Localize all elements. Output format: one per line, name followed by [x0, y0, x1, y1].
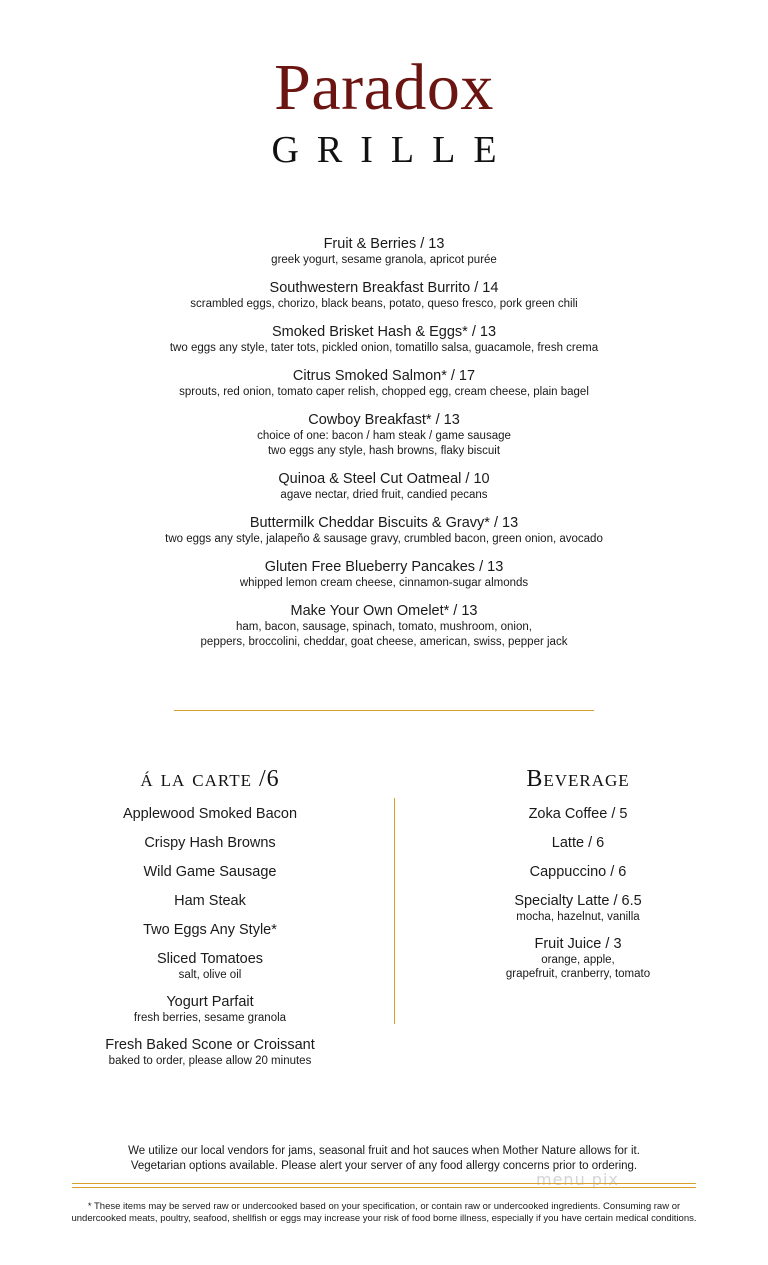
menu-item	[0, 515, 768, 547]
beverage-item-description: grapefruit, cranberry, tomato	[505, 968, 651, 980]
vendor-note	[0, 1144, 768, 1174]
menu-item-description: whipped lemon cream cheese, cinnamon-sugar almonds	[239, 577, 529, 589]
beverage-item-description: mocha, hazelnut, vanilla	[516, 911, 640, 923]
menu-item-title: Fruit & Berries / 13	[323, 236, 445, 252]
a-la-carte-item	[60, 835, 360, 852]
a-la-carte-item-title: Fresh Baked Scone or Croissant	[105, 1037, 315, 1053]
menu-item-title: Buttermilk Cheddar Biscuits & Gravy* / 13	[249, 515, 519, 531]
menu-item-description: two eggs any style, tater tots, pickled onion, tomatillo salsa, guacamole, fresh crema	[169, 342, 599, 354]
menu-item-description: choice of one: bacon / ham steak / game sausage	[257, 430, 511, 442]
a-la-carte-item-description: fresh berries, sesame granola	[133, 1012, 287, 1024]
beverage-section	[428, 765, 728, 993]
menu-item	[0, 324, 768, 356]
menu-item-title: Cowboy Breakfast* / 13	[308, 412, 460, 428]
disclaimer-line: * These items may be served raw or undercooked based on your specification, or contain raw or undercooked ingredients. Consuming raw or	[87, 1201, 681, 1212]
a-la-carte-item	[60, 1037, 360, 1068]
menu-item	[0, 236, 768, 268]
beverage-item-title: Cappuccino / 6	[529, 864, 627, 880]
a-la-carte-item-description: salt, olive oil	[178, 969, 242, 981]
menu-item	[0, 471, 768, 503]
beverage-item-title: Latte / 6	[551, 835, 605, 851]
menu-item-description: peppers, broccolini, cheddar, goat cheese, american, swiss, pepper jack	[200, 636, 568, 648]
menu-item-description: sprouts, red onion, tomato caper relish, chopped egg, cream cheese, plain bagel	[179, 386, 589, 398]
vendor-note-line: Vegetarian options available. Please alert your server of any food allergy concerns prior to ordering.	[130, 1160, 638, 1172]
raw-food-disclaimer	[40, 1201, 728, 1225]
section-divider	[174, 710, 594, 711]
a-la-carte-item-title: Wild Game Sausage	[143, 864, 277, 880]
a-la-carte-item-title: Yogurt Parfait	[166, 994, 254, 1010]
a-la-carte-section	[60, 765, 360, 1080]
beverage-item	[428, 936, 728, 981]
a-la-carte-item-title: Sliced Tomatoes	[156, 951, 264, 967]
menu-item	[0, 412, 768, 459]
beverage-item-title: Fruit Juice / 3	[534, 936, 622, 952]
a-la-carte-list	[60, 806, 360, 1068]
watermark: menu pix	[536, 1170, 619, 1189]
menu-item-description: two eggs any style, hash browns, flaky biscuit	[267, 445, 501, 457]
menu-item	[0, 559, 768, 591]
beverage-item-description: orange, apple,	[541, 954, 615, 966]
disclaimer-line: undercooked meats, poultry, seafood, shellfish or eggs may increase your risk of food borne illness, especially if you have certain medical conditions.	[71, 1213, 697, 1224]
menu-item	[0, 368, 768, 400]
beverage-item	[428, 893, 728, 924]
menu-item-title: Gluten Free Blueberry Pancakes / 13	[264, 559, 504, 575]
menu-item-description: greek yogurt, sesame granola, apricot purée	[271, 254, 497, 266]
beverage-heading: Beverage	[526, 766, 630, 792]
vendor-note-line: We utilize our local vendors for jams, seasonal fruit and hot sauces when Mother Nature allows for it.	[128, 1145, 640, 1157]
a-la-carte-heading: á la carte /6	[140, 766, 280, 792]
a-la-carte-item	[60, 864, 360, 881]
beverage-list	[428, 806, 728, 981]
menu-item-title: Make Your Own Omelet* / 13	[290, 603, 478, 619]
brand-name: Paradox	[274, 51, 494, 124]
a-la-carte-item	[60, 806, 360, 823]
beverage-item-title: Specialty Latte / 6.5	[514, 893, 642, 909]
footer-divider	[72, 1183, 696, 1188]
menu-item-title: Southwestern Breakfast Burrito / 14	[269, 280, 499, 296]
beverage-item	[428, 835, 728, 852]
menu-item-title: Quinoa & Steel Cut Oatmeal / 10	[278, 471, 490, 487]
a-la-carte-item-title: Ham Steak	[174, 893, 246, 909]
menu-item-title: Citrus Smoked Salmon* / 17	[292, 368, 476, 384]
column-divider	[394, 798, 395, 1024]
a-la-carte-item-description: baked to order, please allow 20 minutes	[108, 1055, 312, 1067]
a-la-carte-item	[60, 893, 360, 910]
a-la-carte-item-title: Applewood Smoked Bacon	[122, 806, 298, 822]
brand-header	[0, 50, 768, 172]
menu-item	[0, 603, 768, 650]
beverage-item-title: Zoka Coffee / 5	[528, 806, 628, 822]
a-la-carte-item-title: Two Eggs Any Style*	[143, 922, 277, 938]
beverage-item	[428, 864, 728, 881]
menu-item-description: two eggs any style, jalapeño & sausage gravy, crumbled bacon, green onion, avocado	[165, 533, 603, 545]
brand-subtitle: GRILLE	[271, 129, 515, 171]
menu-item-description: scrambled eggs, chorizo, black beans, potato, queso fresco, pork green chili	[190, 298, 578, 310]
a-la-carte-item	[60, 922, 360, 939]
breakfast-menu	[0, 236, 768, 662]
menu-item-description: agave nectar, dried fruit, candied pecans	[280, 489, 488, 501]
a-la-carte-item-title: Crispy Hash Browns	[144, 835, 276, 851]
a-la-carte-item	[60, 994, 360, 1025]
beverage-item	[428, 806, 728, 823]
a-la-carte-item	[60, 951, 360, 982]
menu-item-title: Smoked Brisket Hash & Eggs* / 13	[271, 324, 497, 340]
menu-item	[0, 280, 768, 312]
menu-item-description: ham, bacon, sausage, spinach, tomato, mushroom, onion,	[236, 621, 532, 633]
